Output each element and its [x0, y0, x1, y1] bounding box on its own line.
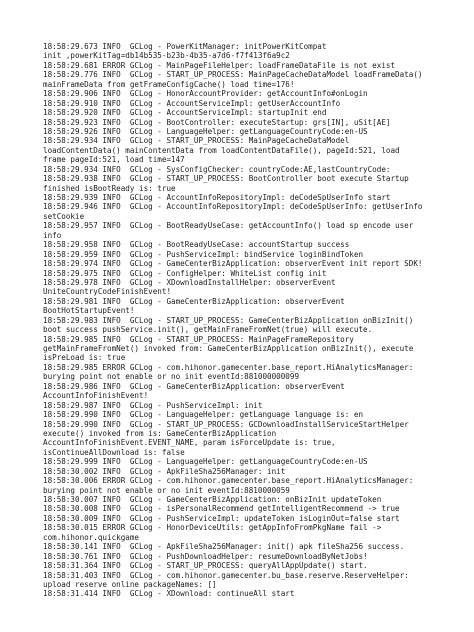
log-line: init ,powerKitTag=db14b535-b23b-4b35-a7d6-f7f413f6a9c2: [43, 51, 290, 61]
log-line: 18:58:29.938 INFO GCLog - START_UP_PROCESS: BootController boot execute Startup: [43, 174, 409, 184]
log-line: 18:58:29.957 INFO GCLog - BootReadyUseCase: getAccountInfo() load sp encode user: [43, 221, 414, 231]
log-line: boot success pushService.init(), getMainFrameFromNet(true) will execute.: [43, 325, 373, 335]
log-line: 18:58:29.990 INFO GCLog - LanguageHelper: getLanguage language is: en: [43, 410, 364, 420]
log-view: [43, 42, 471, 599]
log-line: 18:58:29.975 INFO GCLog - ConfigHelper: WhiteList config init: [43, 268, 327, 278]
log-line: finished isBootReady is: true: [43, 183, 176, 193]
log-line: 18:58:29.673 INFO GCLog - PowerKitManager: initPowerKitCompat: [43, 42, 327, 51]
log-line: UniteCountryCodeFinishEvent!: [43, 287, 172, 297]
log-line: 18:58:29.946 INFO GCLog - AccountInfoRepositoryImpl: deCodeSpUserInfo: getUserInfo: [43, 202, 423, 212]
log-line: com.hihonor.quickgame: [43, 532, 140, 542]
log-line: 18:58:29.920 INFO GCLog - AccountServiceImpl: startupInit end: [43, 108, 327, 118]
log-line: 18:58:29.974 INFO GCLog - GameCenterBizApplication: observerEvent init report SDK!: [43, 259, 423, 269]
log-line: execute() invoked from is: GameCenterBizApplication: [43, 428, 277, 438]
log-line: 18:58:31.403 INFO GCLog - com.hihonor.gamecenter.bu_base.reserve.ReserveHelper:: [43, 570, 409, 580]
log-line: 18:58:29.978 INFO GCLog - XDownloadInstallHelper: observerEvent: [43, 277, 336, 287]
log-line: 18:58:29.985 ERROR GCLog - com.hihonor.gamecenter.base_report.HiAnalyticsManager:: [43, 362, 414, 372]
log-line: 18:58:29.958 INFO GCLog - BootReadyUseCase: accountStartup success: [43, 240, 350, 250]
log-line: 18:58:29.987 INFO GCLog - PushServiceImpl: init: [43, 400, 263, 410]
log-line: 18:58:30.006 ERROR GCLog - com.hihonor.gamecenter.base_report.HiAnalyticsManager:: [43, 476, 414, 486]
log-line: 18:58:29.990 INFO GCLog - START_UP_PROCESS: GCDownloadInstallServiceStartHelper: [43, 419, 409, 429]
log-line: 18:58:29.981 INFO GCLog - GameCenterBizApplication: observerEvent: [43, 296, 345, 306]
log-line: AccountInfoFinishEvent!: [43, 391, 149, 401]
log-line: 18:58:29.986 INFO GCLog - GameCenterBizApplication: observerEvent: [43, 381, 345, 391]
log-line: 18:58:30.009 INFO GCLog - PushServiceImpl: updateToken isLoginOut=false start: [43, 513, 400, 523]
log-line: mainFrameData from getFrameConfigCache() load time=176!: [43, 79, 295, 89]
log-line: burying point not enable or no init eventId:8810000059: [43, 485, 290, 495]
log-line: 18:58:29.934 INFO GCLog - SysConfigChecker: countryCode:AE,lastCountryCode:: [43, 164, 391, 174]
log-line: 18:58:29.776 INFO GCLog - START_UP_PROCESS: MainPageCacheDataModel loadFrameData(): [43, 70, 423, 80]
log-line: 18:58:30.007 INFO GCLog - GameCenterBizApplication: onBizInit updateToken: [43, 495, 382, 504]
log-line: isPreLoad is: true: [43, 353, 126, 363]
log-line: 18:58:29.985 INFO GCLog - START_UP_PROCESS: MainPageFrameRepository: [43, 334, 354, 344]
log-line: upload reserve online packageNames: []: [43, 579, 217, 589]
log-line: 18:58:29.999 INFO GCLog - LanguageHelper: getLanguageCountryCode:en-US: [43, 457, 368, 467]
log-line: 18:58:29.926 INFO GCLog - LanguageHelper: getLanguageCountryCode:en-US: [43, 126, 368, 136]
log-line: 18:58:29.959 INFO GCLog - PushServiceImpl: bindService loginBindToken: [43, 249, 364, 259]
log-line: 18:58:29.910 INFO GCLog - AccountServiceImpl: getUserAccountInfo: [43, 98, 341, 108]
log-line: info: [43, 230, 62, 240]
log-line: 18:58:29.923 INFO GCLog - BootController: executeStartup: grs[IN], uSit[AE]: [43, 117, 391, 127]
log-line: burying point not enable or no init eventId:881000000099: [43, 372, 300, 382]
log-line: 18:58:30.015 ERROR GCLog - HonorDeviceUtils: getAppInfoFromPkgName fail ->: [43, 523, 382, 533]
log-line: 18:58:29.939 INFO GCLog - AccountInfoRepositoryImpl: deCodeSpUserInfo start: [43, 193, 391, 202]
log-line: 18:58:29.906 INFO GCLog - HonorAccountProvider: getAccountInfo#onLogin: [43, 89, 368, 99]
log-line: 18:58:29.983 INFO GCLog - START_UP_PROCESS: GameCenterBizApplication onBizInit(): [43, 315, 414, 325]
log-line: 18:58:29.934 INFO GCLog - START_UP_PROCESS: MainPageCacheDataModel: [43, 136, 350, 146]
log-line: getMainFrameFromNet() invoked from: GameCenterBizApplication onBizInit(), execute: [43, 344, 414, 353]
log-line: frame pageId:521, load time=147: [43, 155, 185, 165]
log-line: setCookie: [43, 211, 85, 221]
log-line: 18:58:30.761 INFO GCLog - PushDownloadHelper: resumeDownloadByNetJobs!: [43, 551, 368, 561]
log-line: 18:58:30.008 INFO GCLog - isPersonalRecommend getIntelligentRecommend -> true: [43, 504, 400, 514]
log-line: isContinueAllDownload is: false: [43, 447, 185, 457]
log-line: BootHotStartupEvent!: [43, 306, 135, 316]
log-line: 18:58:29.681 ERROR GCLog - MainPageFileHelper: loadFrameDataFile is not exist: [43, 60, 396, 70]
log-line: 18:58:30.141 INFO GCLog - ApkFileSha256Manager: init() apk fileSha256 success.: [43, 542, 405, 552]
log-line: 18:58:30.002 INFO GCLog - ApkFileSha256Manager: init: [43, 466, 286, 476]
log-line: AccountInfoFinishEvent.EVENT_NAME, param isForceUpdate is: true,: [43, 438, 336, 448]
log-line: 18:58:31.414 INFO GCLog - XDownload: continueAll start: [43, 589, 295, 599]
log-line: 18:58:31.364 INFO GCLog - START_UP_PROCESS: queryAllAppUpdate() start.: [43, 561, 368, 571]
log-line: loadContentData() mainContentData from loadContentDataFile(), pageId:521, load: [43, 145, 400, 155]
